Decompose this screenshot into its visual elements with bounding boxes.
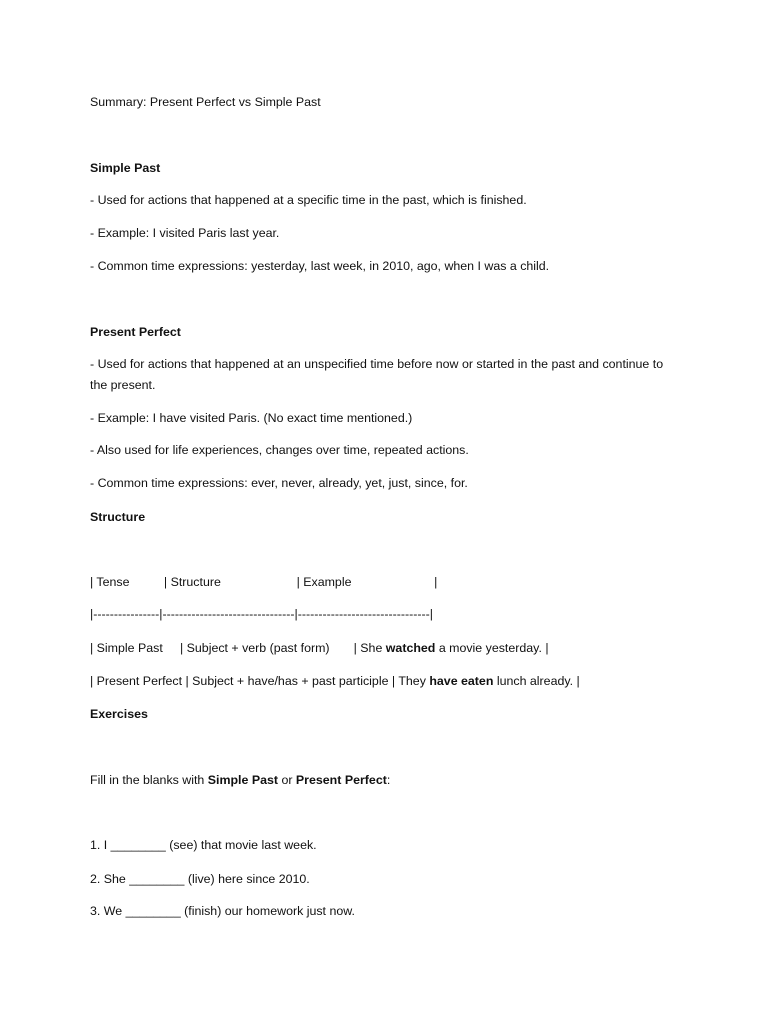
structure-table-row-present-perfect <box>90 671 690 692</box>
row-text-end: lunch already. | <box>493 674 580 688</box>
instruction-bold-simple-past: Simple Past <box>207 773 279 787</box>
simple-past-usage: - Used for actions that happened at a specific time in the past, which is finished. <box>90 193 527 207</box>
present-perfect-other-uses: - Also used for life experiences, changes over time, repeated actions. <box>90 443 469 457</box>
row-bold-verb: watched <box>385 641 436 655</box>
present-perfect-heading: Present Perfect <box>90 325 181 339</box>
exercises-heading: Exercises <box>90 707 148 721</box>
structure-heading: Structure <box>90 510 146 524</box>
document-title: Summary: Present Perfect vs Simple Past <box>90 95 321 109</box>
simple-past-heading: Simple Past <box>90 161 161 175</box>
simple-past-example: - Example: I visited Paris last year. <box>90 226 280 240</box>
instruction-bold-present-perfect: Present Perfect <box>295 773 387 787</box>
row-bold-verb: have eaten <box>429 674 494 688</box>
structure-table-separator: |----------------|--------------------------------|--------------------------------| <box>90 607 433 621</box>
instruction-suffix: : <box>386 773 391 787</box>
present-perfect-time-expressions: - Common time expressions: ever, never, already, yet, just, since, for. <box>90 476 468 490</box>
exercise-item-1: 1. I ________ (see) that movie last week. <box>90 838 317 852</box>
simple-past-time-expressions: - Common time expressions: yesterday, last week, in 2010, ago, when I was a child. <box>90 259 550 273</box>
structure-table-header: | Tense | Structure | Example | <box>90 575 438 589</box>
instruction-middle: or <box>278 773 296 787</box>
structure-table-row-simple-past <box>90 638 690 659</box>
row-text-start: | Present Perfect | Subject + have/has + past participle | They <box>90 674 430 688</box>
present-perfect-usage: - Used for actions that happened at an unspecified time before now or started in the past and continue to the present. <box>90 357 664 392</box>
row-text-end: a movie yesterday. | <box>435 641 549 655</box>
exercise-item-2: 2. She ________ (live) here since 2010. <box>90 872 310 886</box>
exercise-item-3: 3. We ________ (finish) our homework just now. <box>90 904 355 918</box>
row-text-start: | Simple Past | Subject + verb (past form) | She <box>90 641 386 655</box>
instruction-prefix: Fill in the blanks with <box>90 773 208 787</box>
present-perfect-example: - Example: I have visited Paris. (No exact time mentioned.) <box>90 411 413 425</box>
exercises-instruction <box>90 770 690 791</box>
